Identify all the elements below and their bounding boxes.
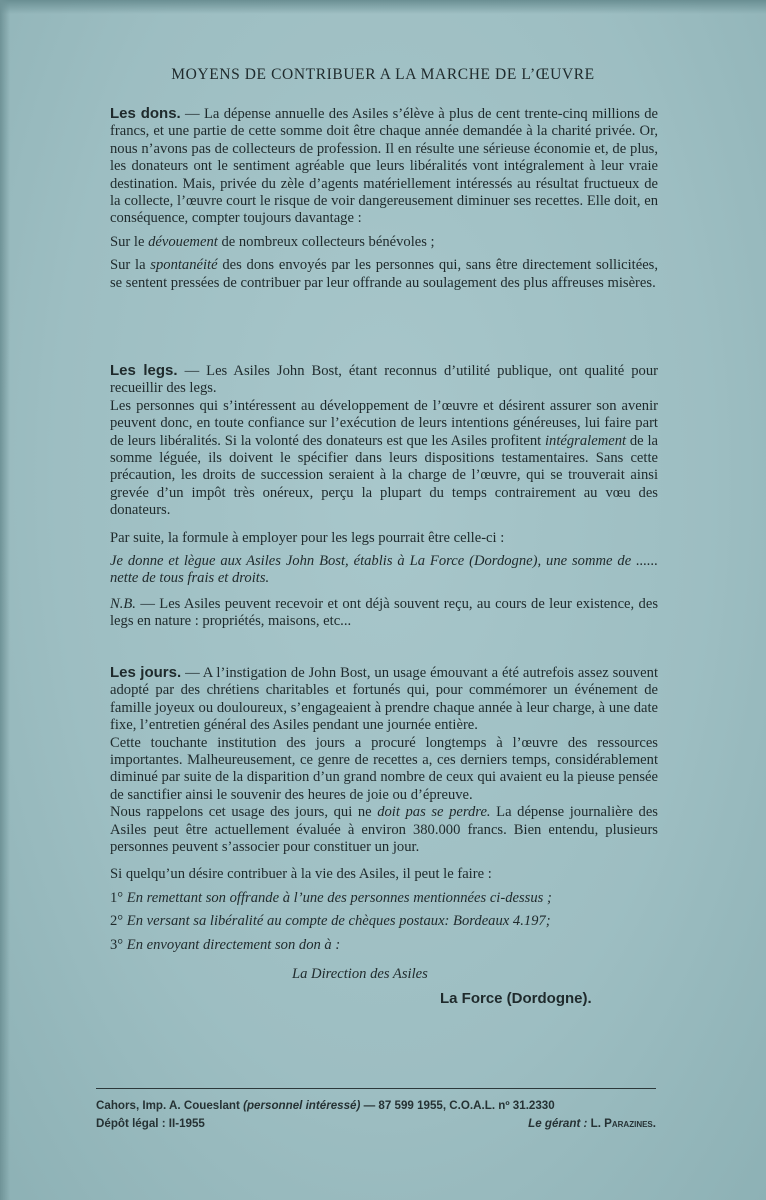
footer-printer-post: — 87 599 1955, C.O.A.L. nº 31.2330: [360, 1098, 555, 1112]
footer-depot: Dépôt légal : II-1955: [96, 1116, 205, 1130]
section-jours: [110, 664, 658, 1007]
footer-rule: [96, 1088, 656, 1089]
dons-spontaneite: [110, 257, 658, 292]
contribute-item-2-num: 2°: [110, 913, 124, 930]
contribute-item-2-text: En versant sa libéralité au compte de chèques postaux: Bordeaux 4.197;: [126, 913, 551, 930]
footer-printer: [96, 1099, 555, 1112]
contribute-intro: Si quelqu’un désire contribuer à la vie des Asiles, il peut le faire :: [110, 866, 492, 883]
footer-printer-row: [96, 1096, 656, 1114]
section-legs: [110, 362, 658, 631]
signature-direction: La Direction des Asiles: [292, 966, 428, 983]
jours-p3: [110, 804, 658, 856]
contribute-item-1-text: En remettant son offrande à l’une des personnes mentionnées ci-dessus ;: [126, 889, 552, 906]
contribute-item-3-num: 3°: [110, 936, 124, 953]
jours-p3-post: La dépense journalière des Asiles peut être actuellement évaluée à environ 380.000 francs. Bien entendu, plusieurs personnes peuvent s’associer pour constituer un jour.: [110, 804, 658, 856]
contribute-item-1: [110, 890, 658, 907]
legs-heading: Les legs.: [110, 362, 178, 379]
legs-formule-intro: Par suite, la formule à employer pour les legs pourrait être celle-ci :: [110, 529, 505, 546]
footer-gerant-name: L. Parazines.: [590, 1116, 656, 1130]
jours-p3-pre: Nous rappelons cet usage des jours, qui ne: [110, 804, 378, 821]
legs-nb-text: — Les Asiles peuvent recevoir et ont déjà souvent reçu, au cours de leur existence, des legs en nature : propriétés, maisons, etc...: [110, 595, 658, 630]
contribute-item-1-num: 1°: [110, 889, 124, 906]
jours-paragraph: [110, 664, 658, 735]
legs-paragraph: [110, 362, 658, 398]
jours-heading: Les jours.: [110, 664, 182, 681]
legs-text: — Les Asiles John Bost, étant reconnus d’utilité publique, ont qualité pour recueillir des legs.: [110, 363, 659, 397]
footer: [96, 1096, 656, 1132]
contribute-item-3: [110, 937, 658, 954]
dons-p3-italic: spontanéité: [150, 257, 218, 274]
legs-p2: [110, 398, 658, 520]
section-dons: [110, 105, 658, 292]
legs-nb: [110, 596, 658, 631]
contribute-item-2: [110, 913, 658, 930]
footer-gerant: [528, 1117, 656, 1130]
dons-devouement: [110, 234, 658, 251]
dons-text: — La dépense annuelle des Asiles s’élève à plus de cent trente-cinq millions de francs, et une partie de cette somme doit être chaque année demandée à la charité privée. Or, nous n’avons pas de collecteurs de profession. Il en résulte une sérieuse économie et, de plus, les donateurs ont le sentiment agréable que leurs libéralités vont intégralement à leur vraie destination. Mais, privée du zèle d’agents matériellement intéressés au résultat fructueux de la collecte, l’œuvre court le risque de voir dangereusement diminuer ses recettes. Elle doit, en conséquence, compter toujours davantage :: [110, 106, 658, 227]
dons-p2-post: de nombreux collecteurs bénévoles ;: [217, 233, 435, 250]
legs-p2-post: de la somme léguée, ils doivent le spécifier dans leurs dispositions testamentaires. Sans cette précaution, les droits de succession seraient à la charge de l’œuvre, qui se trouverait ainsi grevée d’un impôt très onéreux, perçu la plupart du temps contrairement au vœu des donateurs.: [110, 432, 658, 519]
signature-location: La Force (Dordogne).: [440, 989, 592, 1007]
dons-heading: Les dons.: [110, 105, 181, 122]
legs-nb-label: N.B.: [110, 595, 136, 612]
legs-p2-pre: Les personnes qui s’intéressent au développement de l’œuvre et désirent assurer son avenir peuvent donc, en toute confiance sur l’exécution de leurs intentions généreuses, lui faire part de leurs libéralités. Si la volonté des donateurs est que les Asiles profitent: [110, 397, 658, 449]
dons-p2-italic: dévouement: [148, 233, 218, 250]
contribute-item-3-text: En envoyant directement son don à :: [126, 936, 341, 953]
jours-text: — A l’instigation de John Bost, un usage émouvant a été autrefois assez souvent adopté par des chrétiens charitables et fortunés qui, pour commémorer un événement de famille joyeux ou douloureux, s’engageaient à prendre chaque année à leur charge, à une date fixe, l’entretien général des Asiles pendant une journée entière.: [110, 665, 658, 734]
footer-gerant-label: Le gérant :: [528, 1116, 588, 1130]
dons-paragraph: [110, 105, 658, 228]
footer-printer-pre: Cahors, Imp. A. Coueslant: [96, 1098, 244, 1112]
dons-p3-pre: Sur la: [110, 257, 151, 274]
jours-p2: Cette touchante institution des jours a procuré longtemps à l’œuvre des ressources importantes. Malheureusement, ce genre de recettes a, ces derniers temps, considérablement diminué par suite de la disparition d’un grand nombre de ceux qui avaient eu la pieuse pensée de sanctifier ainsi le souvenir des heures de joie ou d’épreuve.: [110, 734, 658, 803]
footer-printer-italic: (personnel intéressé): [243, 1098, 361, 1112]
dons-p2-pre: Sur le: [110, 233, 149, 250]
page-title: MOYENS DE CONTRIBUER A LA MARCHE DE L’ŒUVRE: [171, 66, 595, 83]
legs-formule: Je donne et lègue aux Asiles John Bost, établis à La Force (Dordogne), une somme de ...... nette de tous frais et droits.: [110, 553, 658, 587]
dons-p3-post: des dons envoyés par les personnes qui, sans être directement sollicitées, se sentent pressées de contribuer par leur offrande au soulagement des plus affreuses misères.: [110, 257, 658, 291]
legs-p2-italic: intégralement: [545, 432, 627, 449]
jours-p3-italic: doit pas se perdre.: [377, 804, 491, 821]
footer-depot-row: [96, 1114, 656, 1132]
